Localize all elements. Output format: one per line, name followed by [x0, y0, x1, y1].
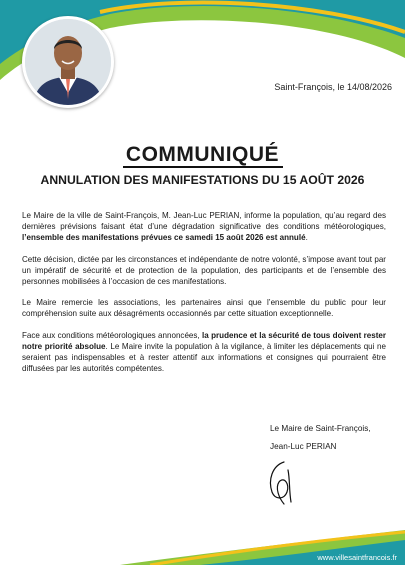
paragraph-1: Le Maire de la ville de Saint-François, M. Jean-Luc PERIAN, informe la population, qu’au regard des dernières prévisions faisant état d’une dégradation significative des conditions météorologiques, l’ensemble des manifestations prévues ce samedi 15 août 2026 est annulé.: [22, 211, 386, 242]
paragraph-3: Le Maire remercie les associations, les partenaires ainsi que l’ensemble du public pour leur compréhension suite aux désagréments occasionnés par cette situation exceptionnelle.: [22, 298, 386, 319]
handwritten-signature: [262, 458, 302, 508]
paragraph-4-emphasis: la prudence et la sécurité de tous doivent rester notre priorité absolue: [22, 331, 386, 352]
paragraph-2: Cette décision, dictée par les circonstances et indépendante de notre volonté, s’impose avant tout par un impératif de sécurité et de protection de la population, des participants et de l’ensemble des personnes mobilisées à l’occasion de ces manifestations.: [22, 254, 386, 286]
signatory-name: Jean-Luc PERIAN: [270, 442, 337, 451]
signatory-title: Le Maire de Saint-François,: [270, 424, 371, 433]
communique-subtitle: ANNULATION DES MANIFESTATIONS DU 15 AOÛT 2026: [40, 173, 365, 187]
signature-block: [270, 423, 371, 452]
mayor-portrait: [22, 16, 114, 108]
communique-title: COMMUNIQUÉ: [125, 143, 280, 166]
document-date: Saint-François, le 14/08/2026: [274, 82, 392, 92]
paragraph-1-emphasis: l’ensemble des manifestations prévues ce samedi 15 août 2026 est annulé: [22, 232, 306, 242]
title-underline: [123, 166, 283, 168]
paragraph-4: Face aux conditions météorologiques annoncées, la prudence et la sécurité de tous doivent rester notre priorité absolue. Le Maire invite la population à la vigilance, à limiter les déplacements qui ne seraient pas indispensables et à rester attentif aux informations et consignes qui pourraient être diffusées par les autorités compétentes.: [22, 331, 387, 373]
communique-body: [22, 211, 386, 375]
website-link[interactable]: www.villesaintfrancois.fr: [317, 553, 397, 562]
